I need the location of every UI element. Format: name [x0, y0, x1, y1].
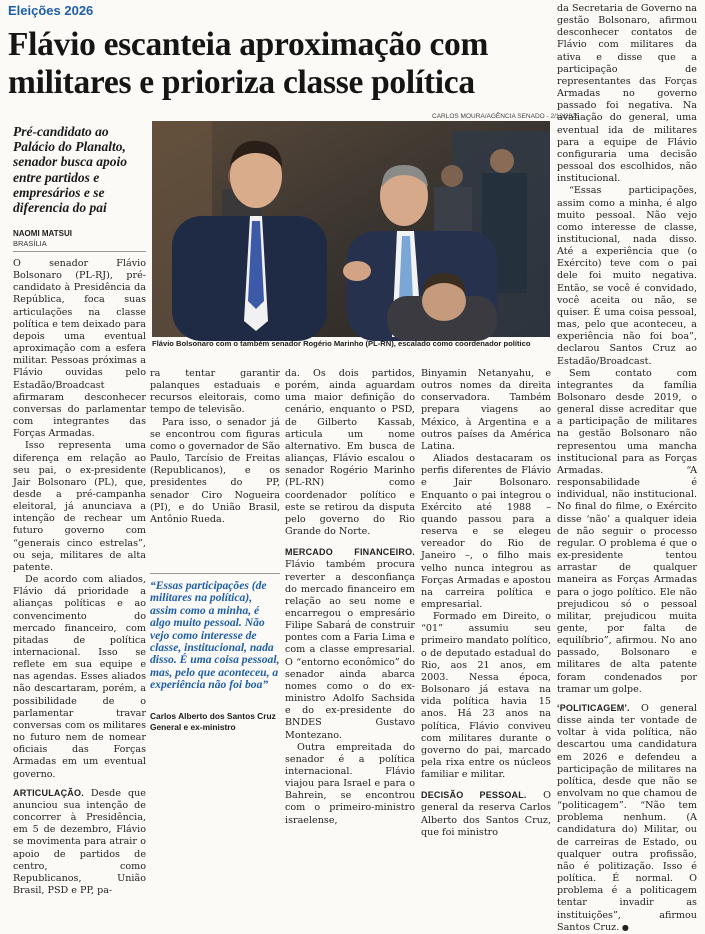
paragraph: Formado em Direito, o “01” assumiu seu primeiro mandato político, o de deputado estadual do Rio, aos 21 anos, em 2003. Nessa época, Bolsonaro já estava na vida política havia 15 anos. Há 23 anos na política, Flávio conviveu com militares durante o governo do pai, marcado pela rixa entre os núcleos familiar e militar. — [421, 611, 551, 781]
byline-location: BRASÍLIA — [13, 239, 47, 248]
article-column-5 — [557, 3, 697, 934]
paragraph — [557, 702, 697, 934]
paragraph: Isso representa uma diferença em relação ao seu pai, o ex-presidente Jair Bolsonaro (PL), que, desde a pré-campanha eleitoral, já anunciava a intenção de rechear um futuro governo com “generais cinco estrelas”, ou seja, militares de alta patente. — [13, 440, 146, 573]
paragraph: Outra empreitada do senador é a política internacional. Flávio viajou para Israel e para o Bahrein, se encontrou com o primeiro-ministro israelense, — [285, 741, 415, 826]
paragraph: ra tentar garantir palanques estaduais e recursos eleitorais, como tempo de televisão. — [150, 368, 280, 416]
subhead: ‘POLITICAGEM’. — [557, 702, 630, 713]
pullquote: “Essas participações (de militares na política), assim como a minha, é algo muito pessoal. Não vejo como interesse de classe, institucional, nada disso. É uma coisa pessoal, mas, pelo que aconteceu, a experiência não foi boa” — [150, 579, 280, 692]
paragraph-text: Desde que anunciou sua intenção de concorrer à Presidência, em 5 de dezembro, Flávio se movimenta para atrair o apoio de partidos de centro, como Republicanos, União Brasil, PSD e PP, pa- — [13, 787, 146, 896]
subhead: MERCADO FINANCEIRO. — [285, 547, 415, 558]
article-column-4 — [421, 368, 551, 839]
pullquote-divider — [150, 573, 280, 574]
article-column-1 — [13, 258, 146, 897]
byline-divider — [13, 251, 146, 252]
paragraph: O senador Flávio Bolsonaro (PL-RJ), pré-candidato à Presidência da República, foca suas articulações na classe política e tem deixado para depois uma eventual aproximação com a esfera militar. Pessoas próximas a Flávio ouvidas pelo Estadão/Broadcast afirmaram desconhecer conversas do parlamentar com integrantes das Forças Armadas. — [13, 258, 146, 440]
byline-author: NAOMI MATSUI — [13, 229, 72, 238]
photo-illustration — [152, 121, 550, 337]
paragraph — [285, 546, 415, 742]
pullquote-attribution — [150, 711, 280, 732]
paragraph-text: O general disse ainda ter vontade de voltar à vida política, não descartou uma candidatura em 2026 e defendeu a participação de militares na política, desde que não se envolvam no que chamou de “politicagem”. “Não tem problema nenhum. (A candidatura do) Militar, ou de carreiras de Estado, ou qualquer outra profissão, não é politização. Isso é política. É normal. O problema é a politicagem tentar invadir as instituições”, afirmou Santos Cruz. — [557, 702, 697, 933]
subhead: DECISÃO PESSOAL. — [421, 790, 527, 801]
paragraph: Binyamin Netanyahu, e outros nomes da direita conservadora. Também prepara viagens ao México, à Argentina e a outros países da América Latina. — [421, 368, 551, 452]
section-tag: Eleições 2026 — [8, 3, 94, 18]
headline: Flávio escanteia aproximação com militares e prioriza classe política — [8, 26, 489, 101]
paragraph: Para isso, o senador já se encontrou com figuras como o governador de São Paulo, Tarcísio de Freitas (Republicanos), e os presidentes do PP, senador Ciro Nogueira (PI), e do União Brasil, Antônio Rueda. — [150, 416, 280, 525]
pullquote-author: Carlos Alberto dos Santos Cruz — [150, 711, 276, 721]
article-photo — [152, 121, 550, 337]
paragraph-text: Flávio também procura reverter a desconfiança do mercado financeiro em relação ao seu nome e encarregou o empresário Filipe Sabará de construir pontes com a Faria Lima e com a classe empresarial. O “entorno econômico” do senador ainda abarca nomes como o do ex-ministro Adolfo Sachsida e do ex-presidente do BNDES Gustavo Montezano. — [285, 559, 415, 741]
photo-credit: CARLOS MOURA/AGÊNCIA SENADO - 2/12/2025 — [432, 113, 580, 120]
paragraph: De acordo com aliados, Flávio dá prioridade a alianças políticas e ao convencimento do mercado financeiro, com pitadas de política internacional. Isso se reflete em sua equipe e nas agendas. Esses aliados não descartaram, porém, a possibilidade de o parlamentar travar conversas com os militares no futuro nem de nomear oficiais das Forças Armadas em um eventual governo. — [13, 574, 146, 780]
article-column-3 — [285, 368, 415, 827]
paragraph: Aliados destacaram os perfis diferentes de Flávio e Jair Bolsonaro. Enquanto o pai integrou o Exército até 1988 – quando passou para a reserva e se elegeu vereador do Rio de Janeiro –, o filho mais velho nunca integrou as Forças Armadas e apostou na carreira política e empresarial. — [421, 453, 551, 610]
paragraph: da. Os dois partidos, porém, ainda aguardam uma maior definição do cenário, enquanto o PSD, de Gilberto Kassab, articula um nome alternativo. Em busca de alianças, Flávio escalou o senador Rogério Marinho (PL-RN) como coordenador político e este se retirou da disputa pelo governo do Rio Grande do Norte. — [285, 368, 415, 538]
paragraph: “Essas participações, assim como a minha, é algo muito pessoal. Não vejo como interesse de classe, institucional, nada disso. Até a experiência que (o Exército) teve com o pai dele foi muito negativa. Então, se você é convidado, você aceita ou não, se quiser. É uma coisa pessoal, mas, pelo que aconteceu, a experiência não foi boa”, declarou Santos Cruz ao Estadão/Broadcast. — [557, 185, 697, 367]
article-column-2 — [150, 368, 280, 526]
paragraph — [421, 789, 551, 839]
paragraph: da Secretaria de Governo na gestão Bolsonaro, afirmou desconhecer contatos de Flávio com militares da ativa e disse que a participação de representantes das Forças Armadas no governo passado foi negativa. Na avaliação do general, uma eventual ida de militares para a equipe de Flávio configuraria uma decisão pessoal dos escolhidos, não institucional. — [557, 3, 697, 185]
photo-caption: Flávio Bolsonaro com o também senador Rogério Marinho (PL-RN), escalado como coordenador político — [152, 339, 531, 348]
paragraph: Sem contato com integrantes da família Bolsonaro desde 2019, o general disse acreditar que a participação de militares na gestão Bolsonaro não representou uma mancha institucional para as Forças Armadas. “A responsabilidade é individual, não institucional. No final do filme, o Exército disse ‘não’ a qualquer ideia de não seguir o processo regular. O problema é que o ex-presidente tentou arrastar de qualquer maneira as Forças Armadas para o jogo político. Ele não prejudicou só o pessoal militar, prejudicou muita gente, por falta de equilíbrio”, afirmou. No ano passado, Bolsonaro e militares de alta patente foram condenados por tramar um golpe. — [557, 367, 697, 695]
lead-deck: Pré-candidato ao Palácio do Planalto, senador busca apoio entre partidos e empresários e se diferencia do pai — [13, 124, 128, 216]
paragraph — [13, 787, 146, 897]
pullquote-role: General e ex-ministro — [150, 721, 236, 732]
paragraph-text: O general da reserva Carlos Alberto dos Santos Cruz, que foi ministro — [421, 790, 551, 838]
subhead: ARTICULAÇÃO. — [13, 787, 84, 798]
